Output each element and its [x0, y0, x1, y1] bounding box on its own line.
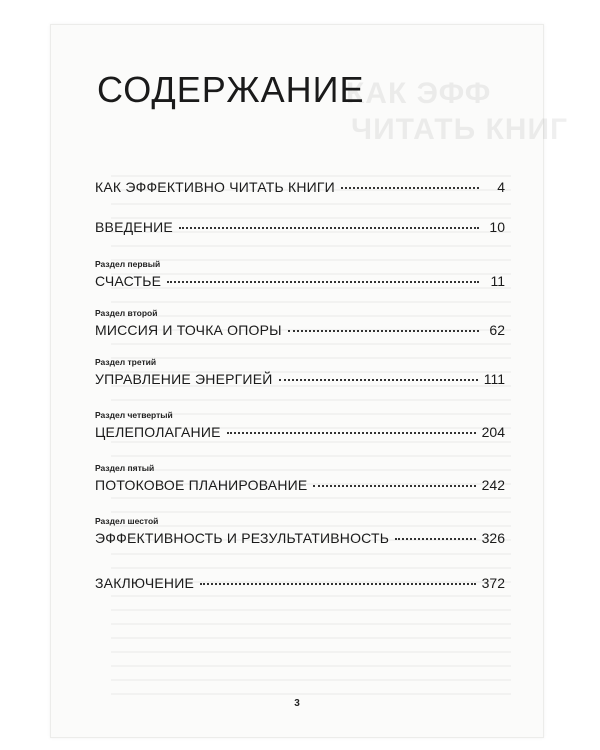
- toc-entry-title: ЭФФЕКТИВНОСТЬ И РЕЗУЛЬТАТИВНОСТЬ: [95, 530, 390, 546]
- dot-leader: [341, 186, 479, 189]
- toc-page-number: 4: [497, 179, 505, 195]
- dot-leader: [313, 484, 475, 487]
- toc-page-number: 11: [490, 273, 505, 289]
- toc-entry-title: УПРАВЛЕНИЕ ЭНЕРГИЕЙ: [95, 371, 273, 387]
- toc-row: [95, 371, 505, 387]
- toc-page-number: 204: [481, 424, 505, 440]
- toc-entry-title: СЧАСТЬЕ: [95, 273, 162, 289]
- toc-entry-title: ЗАКЛЮЧЕНИЕ: [95, 575, 194, 591]
- toc-page-number: 10: [489, 219, 505, 235]
- section-label: Раздел второй: [95, 308, 158, 318]
- toc-row: [95, 322, 505, 338]
- section-label: Раздел четвертый: [95, 410, 173, 420]
- section-label: Раздел первый: [95, 259, 161, 269]
- section-label: Раздел шестой: [95, 516, 159, 526]
- bleed-through-text: ЧИТАТЬ КНИГ: [351, 113, 569, 146]
- page-title: СОДЕРЖАНИЕ: [97, 69, 365, 110]
- dot-leader: [227, 431, 476, 434]
- toc-entry-title: КАК ЭФФЕКТИВНО ЧИТАТЬ КНИГИ: [95, 179, 335, 195]
- toc-row: [95, 179, 505, 195]
- dot-leader: [167, 280, 479, 283]
- page-number: 3: [294, 698, 300, 709]
- toc-page-number: 372: [481, 575, 505, 591]
- toc-row: [95, 273, 505, 289]
- section-label: Раздел пятый: [95, 463, 155, 473]
- toc-row: [95, 530, 505, 546]
- book-page: [50, 24, 569, 738]
- toc-entry-title: ПОТОКОВОЕ ПЛАНИРОВАНИЕ: [95, 477, 308, 493]
- toc-page-number: 242: [481, 477, 505, 493]
- toc-entry-title: МИССИЯ И ТОЧКА ОПОРЫ: [95, 322, 282, 338]
- dot-leader: [279, 378, 478, 381]
- dot-leader: [200, 582, 476, 585]
- dot-leader: [179, 226, 479, 229]
- toc-row: [95, 575, 505, 591]
- section-label: Раздел третий: [95, 357, 157, 367]
- toc-page-number: 326: [481, 530, 505, 546]
- toc-row: [95, 424, 505, 440]
- toc-page-number: 111: [483, 371, 505, 387]
- toc-entry-title: ВВЕДЕНИЕ: [95, 219, 173, 235]
- toc-row: [95, 477, 505, 493]
- toc-page-number: 62: [489, 322, 505, 338]
- toc-entry-title: ЦЕЛЕПОЛАГАНИЕ: [95, 424, 221, 440]
- bleed-through-text: КАК ЭФФ: [346, 77, 492, 110]
- toc-row: [95, 219, 505, 235]
- dot-leader: [395, 537, 475, 540]
- dot-leader: [288, 329, 479, 332]
